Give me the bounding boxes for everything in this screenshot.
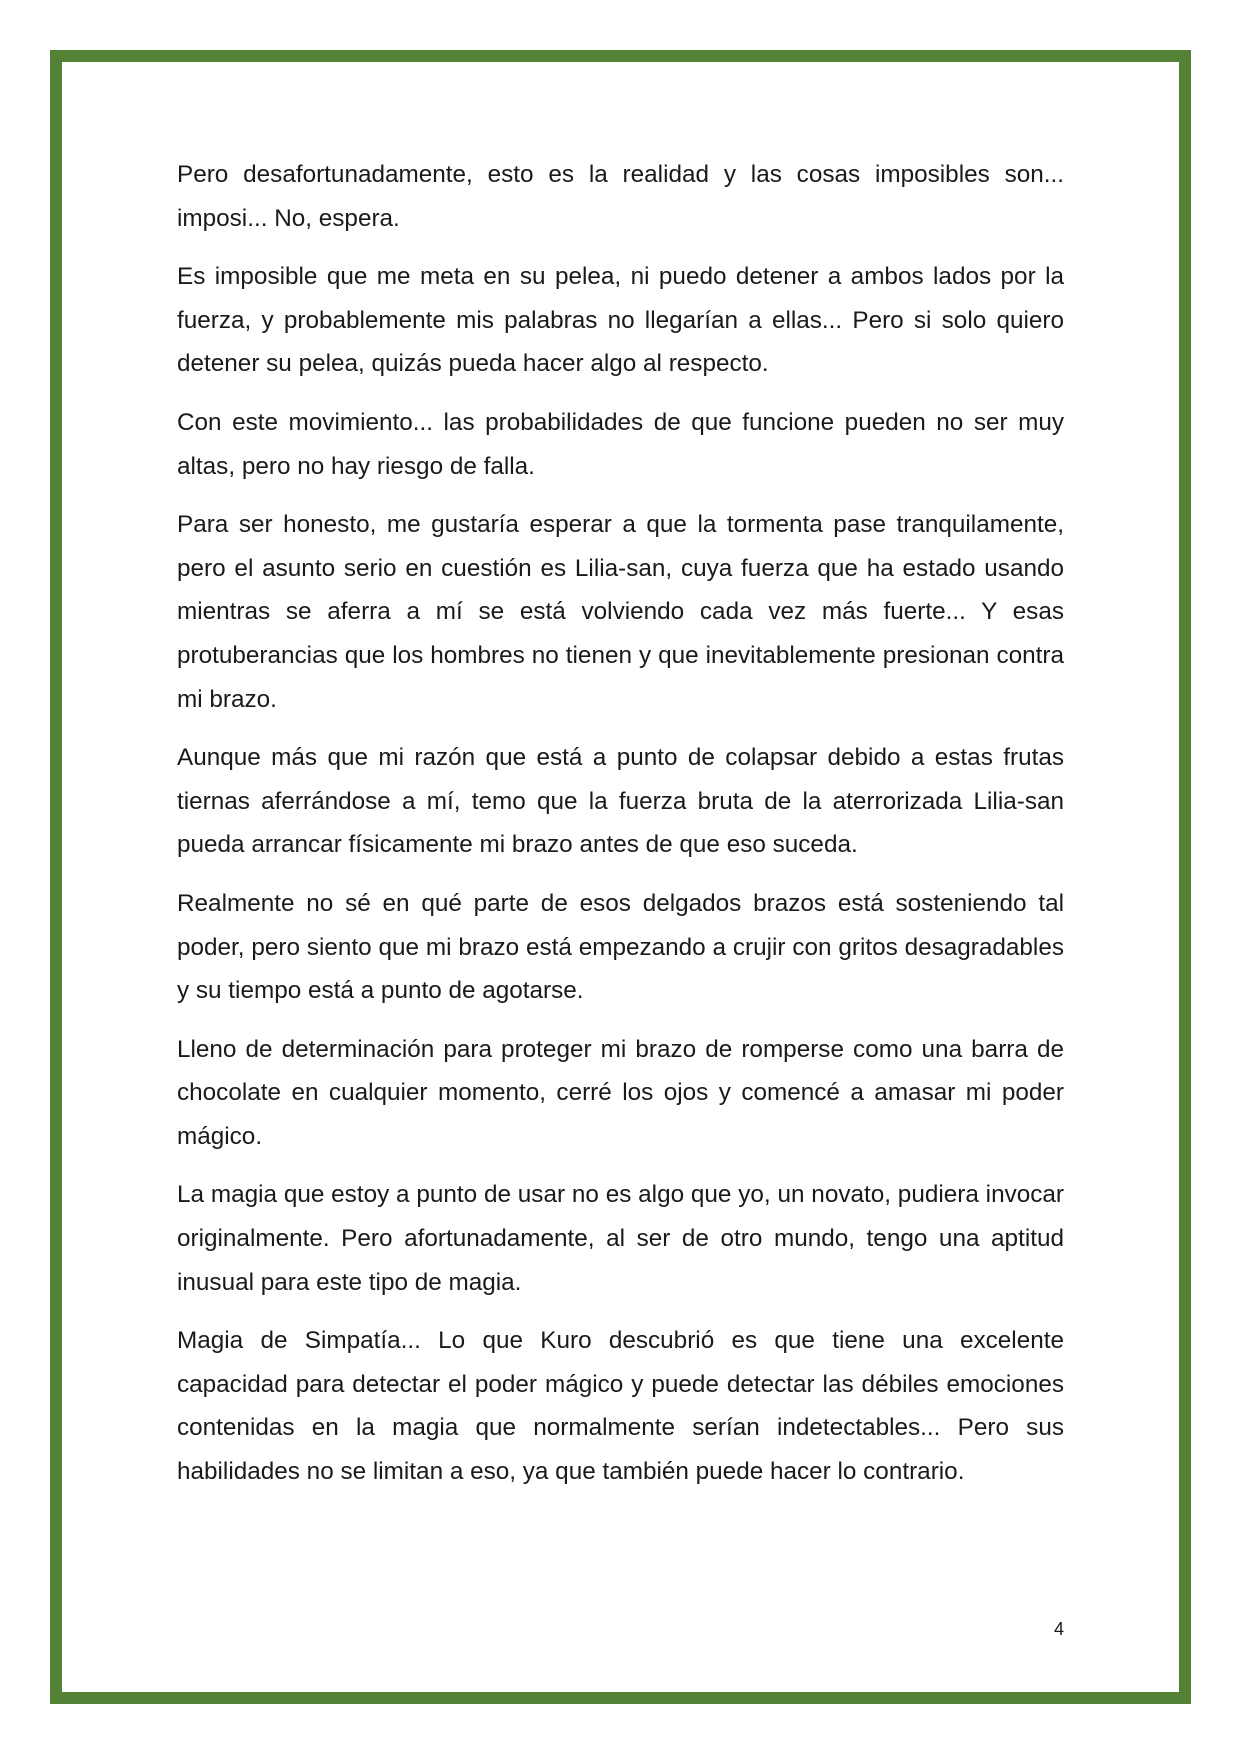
document-body xyxy=(177,153,1064,1509)
paragraph: Aunque más que mi razón que está a punto de colapsar debido a estas frutas tiernas aferrándose a mí, temo que la fuerza bruta de la aterrorizada Lilia-san pueda arrancar físicamente mi brazo antes de que eso suceda. xyxy=(177,744,1064,859)
paragraph: Para ser honesto, me gustaría esperar a que la tormenta pase tranquilamente, pero el asunto serio en cuestión es Lilia-san, cuya fuerza que ha estado usando mientras se aferra a mí se está volviendo cada vez más fuerte... Y esas protuberancias que los hombres no tienen y que inevitablemente presionan contra mi brazo. xyxy=(177,511,1064,713)
paragraph: Con este movimiento... las probabilidades de que funcione pueden no ser muy altas, pero no hay riesgo de falla. xyxy=(177,408,1064,480)
paragraph: Pero desafortunadamente, esto es la realidad y las cosas imposibles son... imposi... No, espera. xyxy=(177,161,1064,232)
paragraph: La magia que estoy a punto de usar no es algo que yo, un novato, pudiera invocar originalmente. Pero afortunadamente, al ser de otro mundo, tengo una aptitud inusual para este tipo de magia. xyxy=(177,1181,1064,1296)
paragraph: Es imposible que me meta en su pelea, ni puedo detener a ambos lados por la fuerza, y probablemente mis palabras no llegarían a ellas... Pero si solo quiero detener su pelea, quizás pueda hacer algo al respecto. xyxy=(177,263,1064,378)
paragraph: Magia de Simpatía... Lo que Kuro descubrió es que tiene una excelente capacidad para detectar el poder mágico y puede detectar las débiles emociones contenidas en la magia que normalmente serían indetectables... Pero sus habilidades no se limitan a eso, ya que también puede hacer lo contrario. xyxy=(177,1327,1064,1486)
paragraph: Realmente no sé en qué parte de esos delgados brazos está sosteniendo tal poder, pero siento que mi brazo está empezando a crujir con gritos desagradables y su tiempo está a punto de agotarse. xyxy=(177,889,1064,1005)
paragraph: Lleno de determinación para proteger mi brazo de romperse como una barra de chocolate en cualquier momento, cerré los ojos y comencé a amasar mi poder mágico. xyxy=(177,1035,1064,1150)
page-number: 4 xyxy=(1053,1619,1064,1639)
